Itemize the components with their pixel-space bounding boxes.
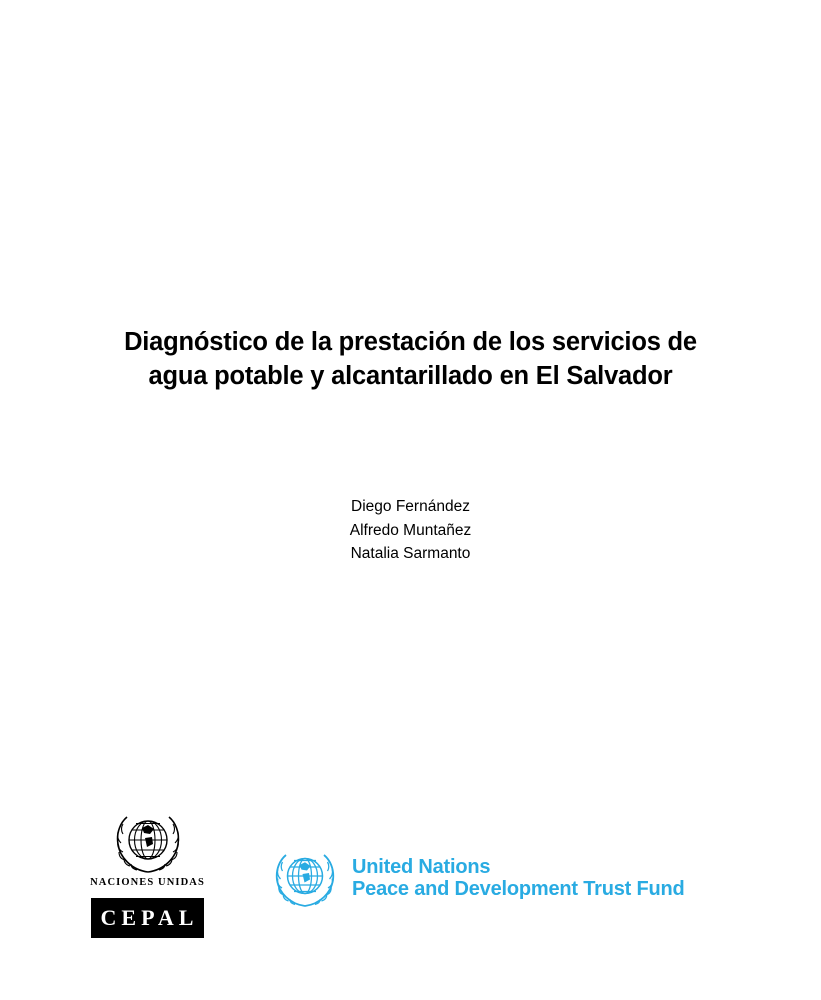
page-title-line-1: Diagnóstico de la prestación de los servicios de	[124, 328, 697, 356]
author-name: Natalia Sarmanto	[350, 545, 471, 563]
naciones-unidas-label: NACIONES UNIDAS	[90, 877, 205, 888]
cepal-logo: CEPAL	[91, 898, 204, 938]
united-nations-emblem-blue-icon	[272, 850, 338, 908]
united-nations-emblem-icon	[112, 812, 184, 874]
un-cepal-lockup	[85, 812, 210, 938]
author-list	[0, 495, 821, 566]
author-name: Alfredo Muntañez	[349, 521, 472, 539]
pdtf-wordmark	[352, 857, 685, 900]
title-block	[0, 325, 821, 394]
pdtf-line-1: United Nations	[352, 856, 491, 879]
pdtf-line-2: Peace and Development Trust Fund	[352, 878, 685, 900]
page-title-line-2: agua potable y alcantarillado en El Salvador	[148, 362, 673, 391]
logo-area	[0, 800, 821, 980]
page-title	[91, 325, 731, 394]
un-peace-development-trust-fund-lockup	[272, 850, 685, 908]
author-name: Diego Fernández	[351, 498, 470, 515]
